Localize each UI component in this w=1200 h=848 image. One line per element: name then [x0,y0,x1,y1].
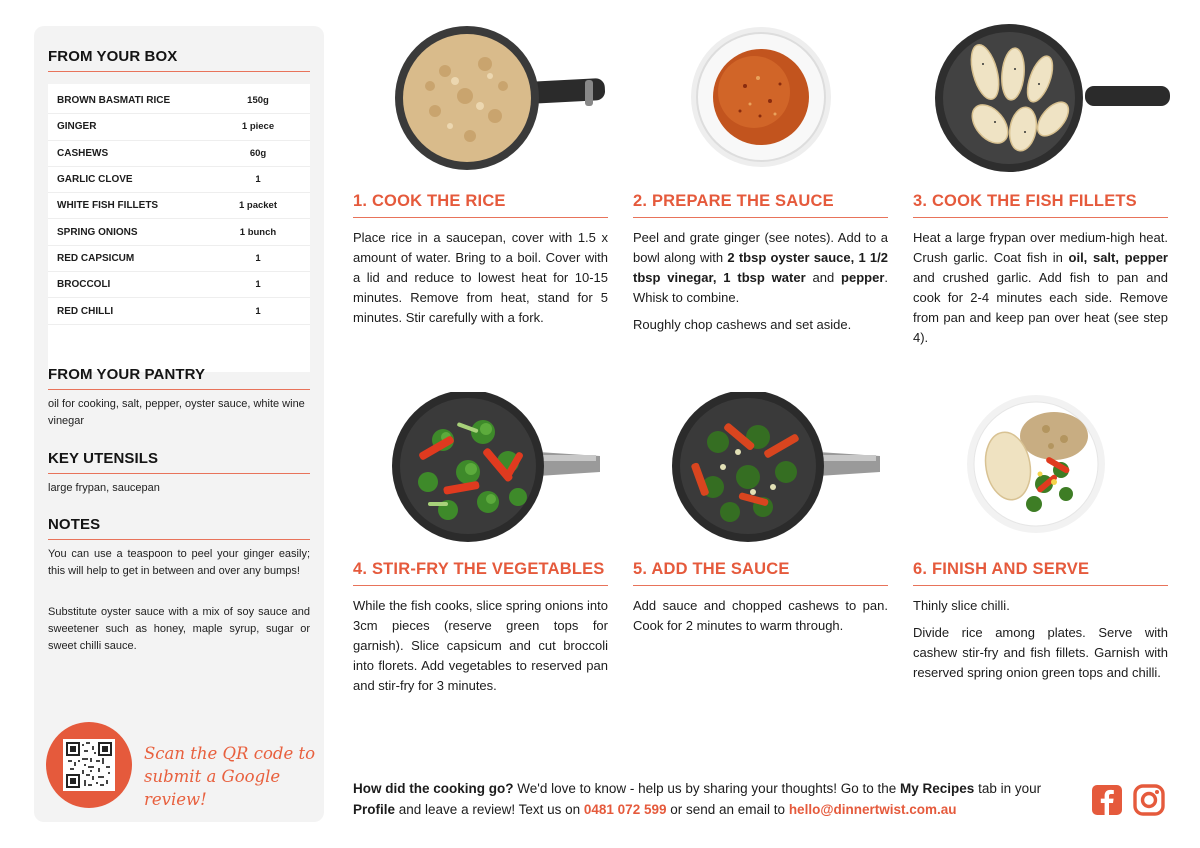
text-run: . Whisk to combine. [633,270,888,305]
table-row [48,141,310,167]
step-3-title: 3. COOK THE FISH FILLETS [913,192,1168,218]
text-run: and leave a review! Text us on [395,802,584,817]
ingredient-name: SPRING ONIONS [57,226,138,238]
ingredient-qty: 1 [255,305,261,317]
ingredient-qty: 1 packet [238,200,278,212]
ingredient-qty: 1 piece [241,121,275,133]
pantry-heading: FROM YOUR PANTRY [48,366,310,390]
step-6-text [913,596,1168,690]
qr-badge [46,722,132,808]
table-row [48,114,310,140]
text-run: tab in your [974,781,1042,796]
ingredient-name: RED CHILLI [57,305,114,317]
step-4-title: 4. STIR-FRY THE VEGETABLES [353,560,608,586]
email-link[interactable]: hello@dinnertwist.com.au [788,802,957,817]
seasoning-emphasis: oil, salt, pepper [1068,250,1168,265]
ingredient-name: GARLIC CLOVE [57,174,133,186]
step-3-paragraph [913,228,1168,348]
text-run: Peel and grate ginger (see notes). Add to a bowl along with [633,230,888,265]
utensils-text: large frypan, saucepan [48,482,160,494]
step-4-paragraph: While the fish cooks, slice spring onions into 3cm pieces (reserve green tops for garnish). Slice capsicum and cut broccoli into florets. Add vegetables to reserved pan and stir-fry for 3 minutes. [353,598,608,693]
vegetables-sauce-image [668,392,883,547]
plated-dish-image [966,394,1106,539]
ingredient-qty: 60g [249,147,267,159]
table-row [48,298,310,324]
step-1-title: 1. COOK THE RICE [353,192,608,218]
step-5-text [633,596,888,643]
step-4-text [353,596,608,703]
step-1-paragraph: Place rice in a saucepan, cover with 1.5 x amount of water. Bring to a boil. Cover with a lid and reduce to lowest heat for 10-15 minutes. Remove from heat, stand for 5 minutes. Stir carefully with a fork. [353,230,608,325]
step-3-text [913,228,1168,355]
table-row [48,193,310,219]
box-ingredients-table [48,84,310,372]
step-6-paragraph-1: Thinly slice chilli. [913,598,1010,613]
phone-link[interactable]: 0481 072 599 [583,802,667,817]
ingredients-sidebar [34,26,324,822]
ingredient-name: GINGER [57,121,97,133]
step-5-paragraph: Add sauce and chopped cashews to pan. Cook for 2 minutes to warm through. [633,598,888,633]
ingredient-name: WHITE FISH FILLETS [57,200,159,212]
step-1-text [353,228,608,335]
text-run: or send an email to [666,802,789,817]
ingredient-qty: 1 [255,252,261,264]
feedback-question: How did the cooking go? [353,781,514,796]
table-row [48,219,310,245]
rice-saucepan-image [395,26,605,181]
pepper-emphasis: pepper [841,270,885,285]
qr-prompt [144,742,319,811]
step-6-paragraph-2: Divide rice among plates. Serve with cashew stir-fry and fish fillets. Garnish with reserved spring onion green tops and chilli. [913,625,1168,680]
ingredient-qty: 150g [247,95,269,107]
step-2-title: 2. PREPARE THE SAUCE [633,192,888,218]
table-row [48,246,310,272]
step-2-paragraph-1 [633,228,888,308]
ingredient-qty: 1 bunch [239,226,277,238]
from-box-heading: FROM YOUR BOX [48,48,310,72]
my-recipes-link[interactable]: My Recipes [900,781,975,796]
ingredient-name: CASHEWS [57,147,109,159]
table-row [48,167,310,193]
text-run: We'd love to know - help us by sharing your thoughts! Go to the [513,781,901,796]
pantry-text: oil for cooking, salt, pepper, oyster sauce, white wine vinegar [48,398,305,427]
note-2: Substitute oyster sauce with a mix of soy sauce and sweetener such as honey, maple syrup, sugar or sweet chilli sauce. [48,606,310,652]
profile-link[interactable]: Profile [353,802,396,817]
fish-frypan-image [935,24,1170,179]
utensils-heading: KEY UTENSILS [48,450,310,474]
sauce-bowl-image [690,26,832,173]
step-2-text [633,228,888,342]
text-run: and [805,270,842,285]
ingredient-name: BROCCOLI [57,279,111,291]
step-2-paragraph-2: Roughly chop cashews and set aside. [633,317,852,332]
notes-heading: NOTES [48,516,310,540]
text-run: and crushed garlic. Add fish to pan and cook for 2-4 minutes each side. Remove from pan and keep pan over heat (see step 4). [913,270,1168,345]
ingredient-qty: 1 [255,174,261,186]
qr-code[interactable] [63,739,115,791]
table-row [48,88,310,114]
ingredient-name: BROWN BASMATI RICE [57,95,171,107]
note-1: You can use a teaspoon to peel your ginger easily; this will help to get in between and over any bumps! [48,548,310,577]
feedback-footer [353,778,1073,820]
table-row [48,272,310,298]
qr-prompt-line2: submit a Google review! [144,767,281,809]
step-5-title: 5. ADD THE SAUCE [633,560,888,586]
text-run: Heat a large frypan over medium-high heat. Crush garlic. Coat fish in [913,230,1168,265]
facebook-icon[interactable] [1090,783,1124,817]
instagram-icon[interactable] [1132,783,1166,817]
qr-prompt-line1: Scan the QR code to [144,744,316,763]
ingredient-qty: 1 [255,279,261,291]
sauce-quantities: 2 tbsp oyster sauce, 1 1/2 tbsp vinegar, 1 tbsp water [633,250,889,285]
step-6-title: 6. FINISH AND SERVE [913,560,1168,586]
vegetables-frypan-image [388,392,603,547]
ingredient-name: RED CAPSICUM [57,252,135,264]
